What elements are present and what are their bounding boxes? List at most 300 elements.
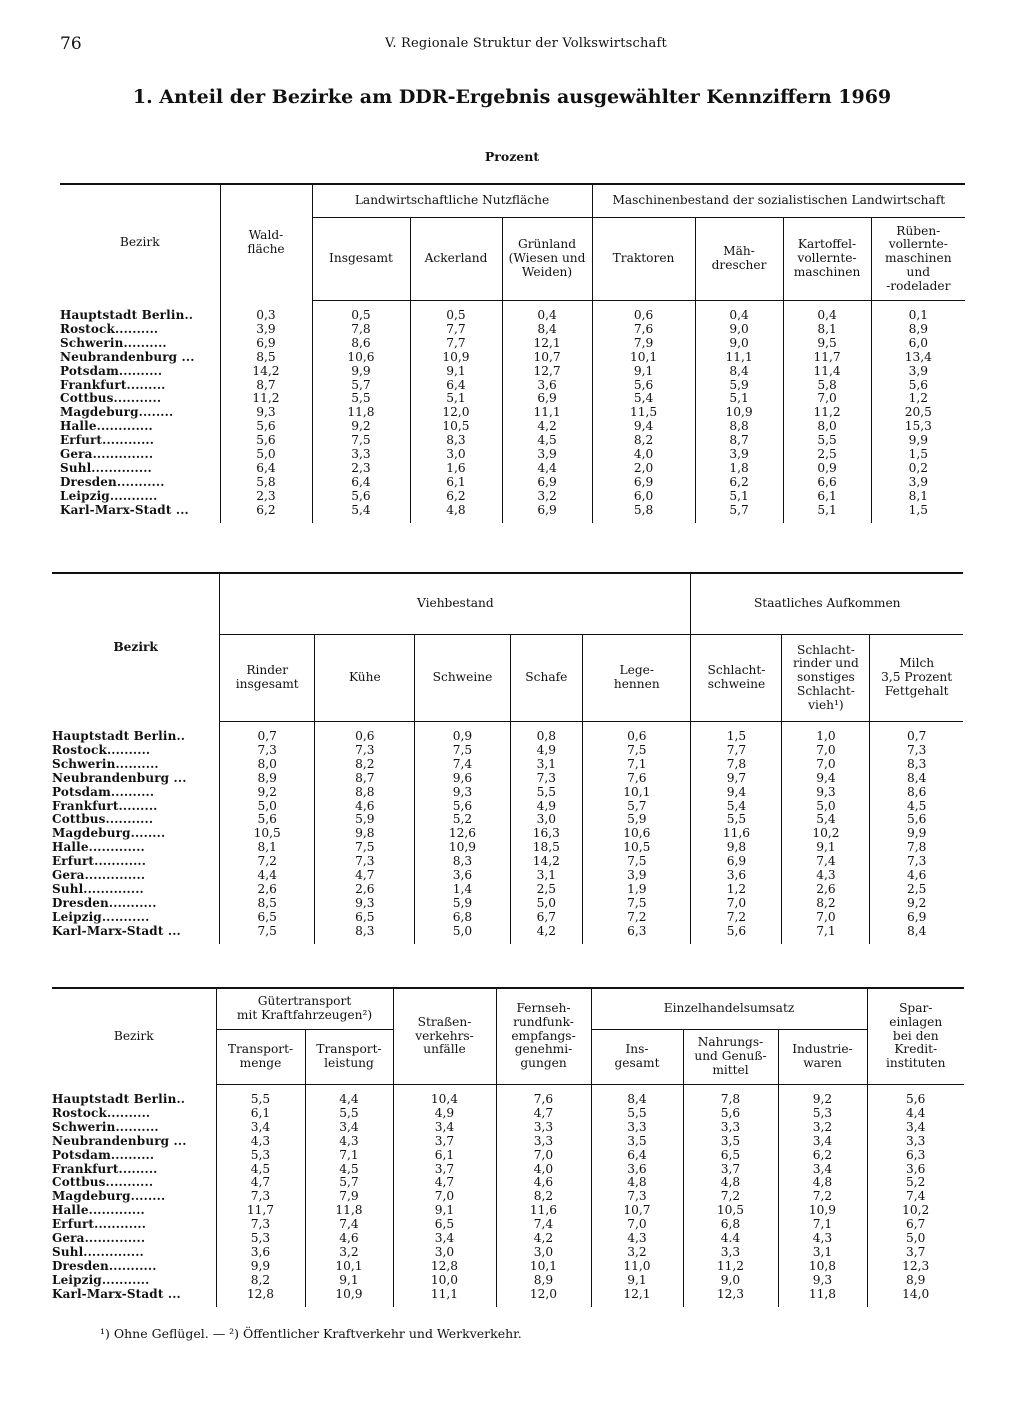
table-cell: 13,4	[871, 351, 965, 365]
table-cell: 12,8	[393, 1260, 496, 1274]
table-cell: 20,5	[871, 406, 965, 420]
table-cell: 3,6	[867, 1162, 964, 1176]
group-einzelhandelsumsatz: Einzelhandelsumsatz	[591, 988, 867, 1030]
table-cell: 5,9	[315, 813, 415, 827]
table-cell: 0,9	[783, 462, 871, 476]
table-cell: 7,5	[415, 744, 510, 758]
table-cell: 10,1	[583, 786, 691, 800]
table-cell: 7,4	[782, 855, 870, 869]
table-cell: 10,6	[312, 351, 410, 365]
bezirk-name: Schwerin..........	[52, 1119, 159, 1134]
table-cell: 6,5	[220, 911, 315, 925]
table-cell: 3,7	[393, 1135, 496, 1149]
table-cell: 10,5	[410, 420, 502, 434]
table-cell: 3,9	[695, 448, 783, 462]
table-cell: 8,8	[695, 420, 783, 434]
table-cell: 3,4	[867, 1121, 964, 1135]
table-cell: 9,1	[305, 1274, 393, 1288]
table-cell: 5,6	[683, 1107, 778, 1121]
table-cell: 5,0	[415, 924, 510, 938]
table-cell: 3,9	[871, 365, 965, 379]
table-cell: 4,6	[496, 1176, 591, 1190]
table-cell: 5,0	[782, 799, 870, 813]
bezirk-name: Frankfurt.........	[52, 798, 158, 813]
table-cell: 8,2	[782, 897, 870, 911]
table-cell: 8,5	[220, 351, 312, 365]
table-row	[60, 503, 965, 517]
table-cell: 3,3	[867, 1135, 964, 1149]
bezirk-name: Frankfurt.........	[60, 377, 166, 392]
table-row	[52, 841, 963, 855]
table-cell: 3,3	[496, 1121, 591, 1135]
table-cell: 7,1	[782, 924, 870, 938]
table-cell: 9,9	[871, 434, 965, 448]
table-cell: 8,9	[496, 1274, 591, 1288]
table-cell: 9,7	[691, 772, 782, 786]
table-cell: 5,9	[695, 378, 783, 392]
table-cell: 7,9	[305, 1190, 393, 1204]
table-cell: 0,1	[871, 309, 965, 323]
table-cell: 5,3	[778, 1107, 867, 1121]
table-cell: 7,3	[591, 1190, 683, 1204]
table-cell: 0,6	[592, 309, 695, 323]
table-cell: 6,9	[220, 337, 312, 351]
table-cell: 7,1	[305, 1149, 393, 1163]
table-cell: 3,0	[393, 1246, 496, 1260]
table-cell: 4,5	[216, 1162, 305, 1176]
table-cell: 7,0	[782, 911, 870, 925]
table-cell: 10,2	[782, 827, 870, 841]
bezirk-name: Erfurt............	[52, 854, 147, 869]
table-cell: 12,7	[502, 365, 592, 379]
table-cell: 4,2	[502, 420, 592, 434]
table-row	[52, 1287, 964, 1301]
table-cell: 5,8	[783, 378, 871, 392]
table-cell: 7,3	[216, 1190, 305, 1204]
table-cell: 4,7	[393, 1176, 496, 1190]
table-cell: 8,7	[315, 772, 415, 786]
table-cell: 8,8	[315, 786, 415, 800]
table-cell: 7,2	[778, 1190, 867, 1204]
table-cell: 3,1	[510, 758, 583, 772]
table-cell: 8,3	[870, 758, 963, 772]
table-cell: 5,4	[312, 503, 410, 517]
table-cell: 16,3	[510, 827, 583, 841]
table-cell: 0,5	[410, 309, 502, 323]
table-cell: 3,4	[393, 1121, 496, 1135]
table-cell: 10,9	[410, 351, 502, 365]
table-cell: 1,4	[415, 883, 510, 897]
table-cell: 5,0	[510, 897, 583, 911]
table-cell: 9,8	[691, 841, 782, 855]
table-row	[60, 378, 965, 392]
col-bezirk: Bezirk	[113, 1028, 154, 1043]
table-cell: 7,6	[583, 772, 691, 786]
table-cell: 9,4	[782, 772, 870, 786]
table-cell: 3,9	[502, 448, 592, 462]
table-cell: 8,6	[870, 786, 963, 800]
table-cell: 4,3	[778, 1232, 867, 1246]
table-cell: 8,4	[695, 365, 783, 379]
table-cell: 3,0	[496, 1246, 591, 1260]
table-cell: 6,2	[410, 490, 502, 504]
table-cell: 7,5	[583, 897, 691, 911]
table-row	[52, 744, 963, 758]
table-cell: 8,0	[783, 420, 871, 434]
bezirk-name: Leipzig...........	[52, 909, 150, 924]
table-cell: 6,9	[502, 392, 592, 406]
table-cell: 4,3	[782, 869, 870, 883]
table-cell: 6,1	[783, 490, 871, 504]
table-cell: 3,4	[305, 1121, 393, 1135]
table-cell: 4,7	[216, 1176, 305, 1190]
bezirk-name: Suhl..............	[60, 460, 152, 475]
table-cell: 11,2	[220, 392, 312, 406]
table-cell: 5,4	[592, 392, 695, 406]
group-nutzflaeche: Landwirtschaftliche Nutzfläche	[312, 184, 592, 218]
table-cell: 3,9	[220, 323, 312, 337]
table-cell: 10,5	[220, 827, 315, 841]
table-cell: 12,3	[867, 1260, 964, 1274]
group-maschinenbestand: Maschinenbestand der sozialistischen Landwirtschaft	[592, 184, 965, 218]
table-cell: 3,3	[312, 448, 410, 462]
table-row	[52, 1246, 964, 1260]
table-cell: 0,8	[510, 730, 583, 744]
table-cell: 3,4	[778, 1162, 867, 1176]
bezirk-name: Gera..............	[60, 446, 154, 461]
col-bezirk: Bezirk	[119, 234, 160, 249]
bezirk-name: Schwerin..........	[52, 756, 159, 771]
table-cell: 12,0	[410, 406, 502, 420]
bezirk-name: Hauptstadt Berlin..	[52, 1092, 186, 1107]
col-industriewaren: Industrie- waren	[778, 1030, 867, 1085]
bezirk-name: Leipzig...........	[52, 1272, 150, 1287]
table-cell: 7,0	[782, 744, 870, 758]
table-cell: 9,3	[315, 897, 415, 911]
table-cell: 5,2	[415, 813, 510, 827]
bezirk-name: Hauptstadt Berlin..	[52, 729, 186, 744]
table-cell: 4,8	[683, 1176, 778, 1190]
table-cell: 9,8	[315, 827, 415, 841]
table-cell: 4,6	[315, 799, 415, 813]
bezirk-name: Rostock..........	[52, 1105, 151, 1120]
table-cell: 7,2	[220, 855, 315, 869]
table-row	[52, 855, 963, 869]
table-row	[52, 924, 963, 938]
table-cell: 7,5	[583, 744, 691, 758]
table-cell: 6,2	[695, 476, 783, 490]
table-cell: 1,5	[871, 448, 965, 462]
table-cell: 8,2	[315, 758, 415, 772]
table-cell: 6,1	[410, 476, 502, 490]
table-cell: 14,0	[867, 1287, 964, 1301]
table-cell: 8,7	[220, 378, 312, 392]
table-cell: 3,9	[583, 869, 691, 883]
bezirk-name: Halle.............	[52, 840, 145, 855]
bezirk-name: Magdeburg........	[52, 826, 166, 841]
table-cell: 9,9	[870, 827, 963, 841]
table-cell: 10,0	[393, 1274, 496, 1288]
table-cell: 8,6	[312, 337, 410, 351]
table-cell: 4,9	[510, 744, 583, 758]
bezirk-name: Leipzig...........	[60, 488, 158, 503]
table-cell: 0,5	[312, 309, 410, 323]
table-cell: 11,2	[683, 1260, 778, 1274]
table-cell: 10,9	[305, 1287, 393, 1301]
table-cell: 1,5	[871, 503, 965, 517]
table-row	[52, 1162, 964, 1176]
table-cell: 6,4	[220, 462, 312, 476]
table-cell: 2,6	[315, 883, 415, 897]
table-cell: 5,3	[216, 1149, 305, 1163]
table-cell: 9,0	[695, 323, 783, 337]
table-cell: 6,9	[870, 911, 963, 925]
table-cell: 2,3	[312, 462, 410, 476]
table-cell: 5,5	[783, 434, 871, 448]
table-cell: 12,0	[496, 1287, 591, 1301]
table-cell: 7,5	[315, 841, 415, 855]
table-cell: 8,9	[220, 772, 315, 786]
table-row	[52, 1149, 964, 1163]
table-cell: 10,1	[305, 1260, 393, 1274]
table-cell: 9,9	[312, 365, 410, 379]
table-cell: 10,9	[695, 406, 783, 420]
col-schafe: Schafe	[510, 635, 583, 722]
bezirk-name: Potsdam..........	[52, 1147, 155, 1162]
table-cell: 3,6	[591, 1162, 683, 1176]
table-cell: 2,6	[782, 883, 870, 897]
col-nahrungsmittel: Nahrungs- und Genuß- mittel	[683, 1030, 778, 1085]
table-cell: 3,4	[778, 1135, 867, 1149]
table-cell: 8,9	[867, 1274, 964, 1288]
table-cell: 5,5	[510, 786, 583, 800]
table-cell: 7,2	[583, 911, 691, 925]
table-row	[52, 1107, 964, 1121]
col-schweine: Schweine	[415, 635, 510, 722]
table-cell: 4,8	[591, 1176, 683, 1190]
table-cell: 2,5	[870, 883, 963, 897]
table-row	[60, 420, 965, 434]
table-cell: 9,3	[415, 786, 510, 800]
table-cell: 7,4	[415, 758, 510, 772]
table-cell: 5,8	[220, 476, 312, 490]
table-row	[52, 883, 963, 897]
table-cell: 9,3	[220, 406, 312, 420]
table-cell: 8,1	[783, 323, 871, 337]
table-cell: 14,2	[510, 855, 583, 869]
bezirk-name: Frankfurt.........	[52, 1161, 158, 1176]
table-cell: 3,3	[496, 1135, 591, 1149]
table-cell: 5,0	[220, 448, 312, 462]
table-cell: 4,4	[502, 462, 592, 476]
table-cell: 10,7	[502, 351, 592, 365]
table-cell: 1,5	[691, 730, 782, 744]
table-row	[52, 869, 963, 883]
table-cell: 3,4	[393, 1232, 496, 1246]
table-row	[52, 786, 963, 800]
table-cell: 8,3	[410, 434, 502, 448]
table-cell: 7,3	[870, 744, 963, 758]
table-cell: 7,4	[867, 1190, 964, 1204]
table-cell: 3,3	[591, 1121, 683, 1135]
table-cell: 5,6	[415, 799, 510, 813]
table-cell: 7,5	[312, 434, 410, 448]
bezirk-name: Potsdam..........	[52, 784, 155, 799]
table-cell: 6,8	[415, 911, 510, 925]
table-cell: 0,4	[695, 309, 783, 323]
bezirk-name: Suhl..............	[52, 1244, 144, 1259]
table-cell: 4,8	[410, 503, 502, 517]
bezirk-name: Cottbus...........	[60, 391, 162, 406]
bezirk-name: Gera..............	[52, 867, 146, 882]
table-cell: 12,8	[216, 1287, 305, 1301]
table-cell: 5,6	[312, 490, 410, 504]
table-cell: 3,5	[591, 1135, 683, 1149]
table-cell: 4,9	[510, 799, 583, 813]
table-cell: 3,3	[683, 1246, 778, 1260]
bezirk-name: Rostock..........	[60, 321, 159, 336]
table-row	[60, 476, 965, 490]
table-cell: 7,9	[592, 337, 695, 351]
table-cell: 6,9	[502, 476, 592, 490]
table-cell: 4,4	[220, 869, 315, 883]
col-ackerland: Ackerland	[410, 218, 502, 301]
table-cell: 9,2	[870, 897, 963, 911]
table-cell: 4,8	[778, 1176, 867, 1190]
table-cell: 4,3	[216, 1135, 305, 1149]
table-cell: 0,6	[583, 730, 691, 744]
table-cell: 8,4	[502, 323, 592, 337]
table-cell: 5,1	[783, 503, 871, 517]
table-cell: 7,7	[691, 744, 782, 758]
table-cell: 5,6	[220, 813, 315, 827]
group-guetertransport: Gütertransport mit Kraftfahrzeugen²)	[216, 988, 393, 1030]
table-cell: 7,8	[691, 758, 782, 772]
table-cell: 4,2	[510, 924, 583, 938]
col-milch: Milch 3,5 Prozent Fettgehalt	[870, 635, 963, 722]
table-cell: 7,3	[216, 1218, 305, 1232]
bezirk-name: Dresden...........	[52, 1258, 157, 1273]
table-cell: 8,1	[220, 841, 315, 855]
table-cell: 14,2	[220, 365, 312, 379]
table-cell: 0,3	[220, 309, 312, 323]
table-row	[52, 730, 963, 744]
table-cell: 3,9	[871, 476, 965, 490]
table-cell: 5,4	[691, 799, 782, 813]
table-cell: 1,6	[410, 462, 502, 476]
table-cell: 3,2	[778, 1121, 867, 1135]
table-cell: 6,2	[220, 503, 312, 517]
bezirk-name: Erfurt............	[60, 433, 155, 448]
table-cell: 8,2	[592, 434, 695, 448]
table-cell: 5,2	[867, 1176, 964, 1190]
table-row	[60, 406, 965, 420]
table-cell: 4,6	[305, 1232, 393, 1246]
table-cell: 4,3	[305, 1135, 393, 1149]
table-cell: 11,0	[591, 1260, 683, 1274]
table-cell: 3,6	[502, 378, 592, 392]
table-cell: 2,0	[592, 462, 695, 476]
table-cell: 10,1	[496, 1260, 591, 1274]
table-cell: 9,5	[783, 337, 871, 351]
table-cell: 6,4	[312, 476, 410, 490]
table-cell: 6,4	[591, 1149, 683, 1163]
table-cell: 2,3	[220, 490, 312, 504]
table-cell: 6,1	[216, 1107, 305, 1121]
table-cell: 1,0	[782, 730, 870, 744]
table-cell: 9,6	[415, 772, 510, 786]
table-cell: 11,2	[783, 406, 871, 420]
table-cell: 5,5	[591, 1107, 683, 1121]
table-cell: 3,7	[683, 1162, 778, 1176]
table-cell: 3,7	[867, 1246, 964, 1260]
table-cell: 9,4	[691, 786, 782, 800]
table-row	[60, 392, 965, 406]
table-row	[60, 351, 965, 365]
bezirk-name: Neubrandenburg ...	[52, 1133, 187, 1148]
table-cell: 5,5	[216, 1093, 305, 1107]
table-cell: 4,4	[305, 1093, 393, 1107]
col-rueben: Rüben- vollernte- maschinen und -rodelader	[871, 218, 965, 301]
bezirk-name: Gera..............	[52, 1230, 146, 1245]
table-cell: 1,8	[695, 462, 783, 476]
table-cell: 7,6	[496, 1093, 591, 1107]
table-cell: 2,5	[510, 883, 583, 897]
col-spareinlagen: Spar- einlagen bei den Kredit- instituten	[867, 988, 964, 1085]
table-cell: 5,9	[583, 813, 691, 827]
table-cell: 6,0	[592, 490, 695, 504]
table-cell: 3,4	[216, 1121, 305, 1135]
table-cell: 4,5	[305, 1162, 393, 1176]
table-cell: 7,3	[870, 855, 963, 869]
table-cell: 9,1	[393, 1204, 496, 1218]
bezirk-name: Karl-Marx-Stadt ...	[60, 502, 189, 517]
table-cell: 7,1	[778, 1218, 867, 1232]
table-cell: 9,2	[778, 1093, 867, 1107]
bezirk-name: Halle.............	[52, 1203, 145, 1218]
table-cell: 8,2	[216, 1274, 305, 1288]
page-number: 76	[60, 34, 82, 54]
table-cell: 3,6	[415, 869, 510, 883]
table-cell: 6,9	[691, 855, 782, 869]
table-cell: 12,1	[502, 337, 592, 351]
table-cell: 11,8	[305, 1204, 393, 1218]
table-cell: 0,6	[315, 730, 415, 744]
table-cell: 7,3	[510, 772, 583, 786]
table-cell: 6,8	[683, 1218, 778, 1232]
col-unfaelle: Straßen- verkehrs- unfälle	[393, 988, 496, 1085]
table-cell: 10,4	[393, 1093, 496, 1107]
table-cell: 10,1	[592, 351, 695, 365]
table-cell: 6,4	[410, 378, 502, 392]
col-bezirk: Bezirk	[113, 639, 158, 654]
table-cell: 8,1	[871, 490, 965, 504]
table-cell: 11,7	[783, 351, 871, 365]
table-cell: 6,5	[683, 1149, 778, 1163]
table-cell: 7,3	[220, 744, 315, 758]
table-cell: 7,0	[691, 897, 782, 911]
table-cell: 4,7	[496, 1107, 591, 1121]
table-cell: 5,1	[695, 490, 783, 504]
table-cell: 4,5	[870, 799, 963, 813]
table-cell: 5,0	[220, 799, 315, 813]
table-cell: 5,9	[415, 897, 510, 911]
table-cell: 6,9	[592, 476, 695, 490]
table-row	[60, 490, 965, 504]
table-cell: 9,1	[592, 365, 695, 379]
table-row	[60, 365, 965, 379]
group-staatliches-aufkommen: Staatliches Aufkommen	[691, 573, 963, 635]
